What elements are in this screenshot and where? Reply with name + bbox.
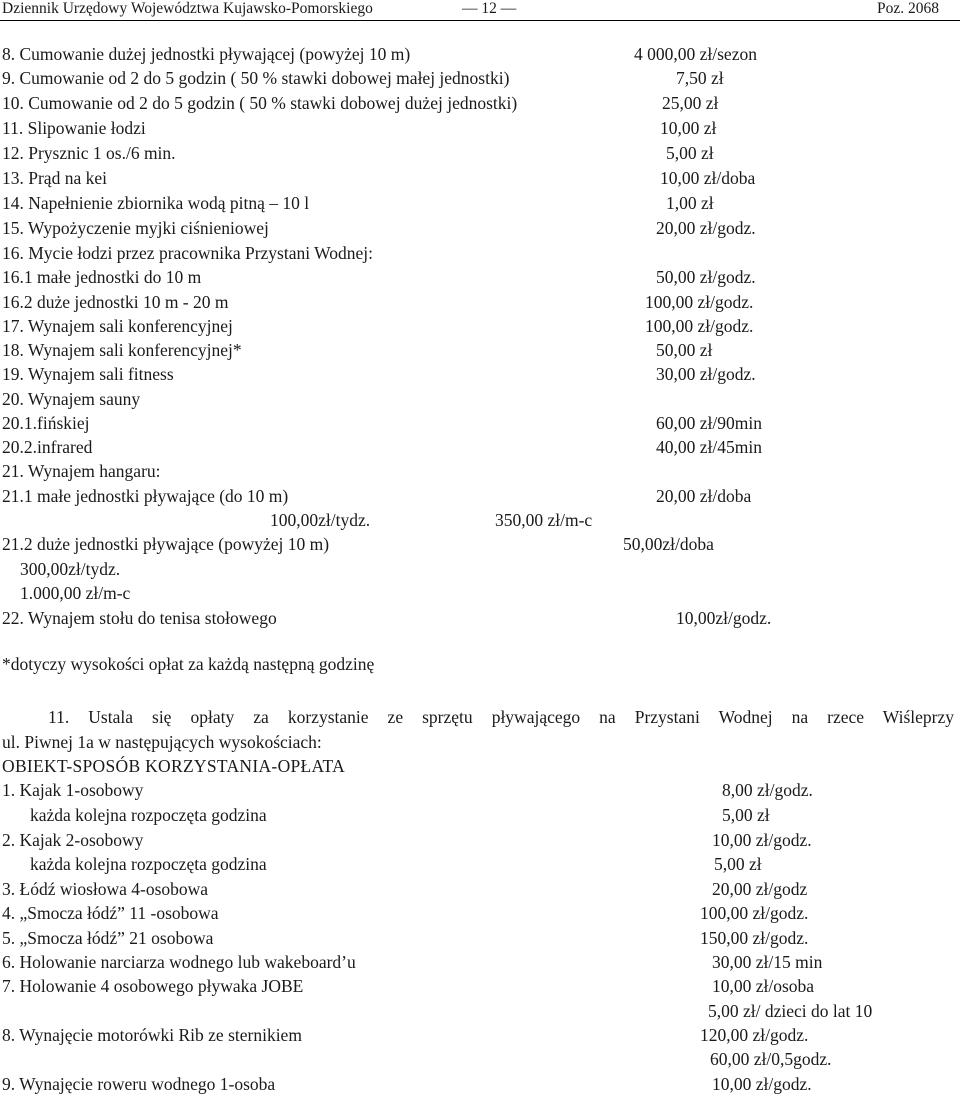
item-label: 20. Wynajem sauny	[2, 389, 141, 409]
list-item	[0, 265, 960, 289]
item-label: 4. „Smocza łódź” 11 -osobowa	[2, 903, 219, 923]
list-item	[0, 508, 960, 532]
item-label: 21.2 duże jednostki pływające (powyżej 10 m)	[2, 534, 330, 554]
list-item	[0, 91, 960, 115]
list-item	[0, 974, 960, 998]
item-label: 10. Cumowanie od 2 do 5 godzin ( 50 % stawki dobowej dużej jednostki)	[2, 93, 518, 113]
item-price: 10,00 zł/godz.	[712, 1074, 812, 1094]
list-item	[0, 241, 960, 265]
item-label: 6. Holowanie narciarza wodnego lub wakeboard’u	[2, 952, 356, 972]
list-item	[0, 216, 960, 240]
item-price: 25,00 zł	[662, 93, 719, 113]
hangar-month-price: 350,00 zł/m-c	[495, 510, 593, 530]
list-item	[0, 778, 960, 802]
list-item	[0, 1072, 960, 1096]
item-price: 5,00 zł	[666, 143, 714, 163]
item-label: 9. Wynajęcie roweru wodnego 1-osoba	[2, 1074, 276, 1094]
item-label: 3. Łódź wiosłowa 4-osobowa	[2, 879, 209, 899]
item-label: każda kolejna rozpoczęta godzina	[30, 854, 267, 874]
list-item	[0, 116, 960, 140]
item-label: 20.1.fińskiej	[2, 413, 90, 433]
list-item	[0, 362, 960, 386]
item-label: 11. Slipowanie łodzi	[2, 118, 146, 138]
item-price: 20,00 zł/doba	[656, 486, 752, 506]
heading-text: OBIEKT-SPOSÓB KORZYSTANIA-OPŁATA	[2, 756, 346, 776]
page-number: — 12 —	[462, 0, 517, 17]
item-label: 21.1 małe jednostki pływające (do 10 m)	[2, 486, 289, 506]
item-price: 1,00 zł	[666, 193, 714, 213]
list-item	[0, 66, 960, 90]
list-item	[0, 606, 960, 630]
paragraph-text: 11. Ustala się opłaty za korzystanie ze sprzętu pływającego na Przystani Wodnej na rzece Wiśleprzy	[48, 707, 954, 727]
item-price: 60,00 zł/0,5godz.	[710, 1049, 832, 1069]
item-price: 10,00zł/godz.	[676, 608, 772, 628]
list-item	[0, 1023, 960, 1047]
item-price: 10,00 zł/doba	[660, 168, 756, 188]
list-item	[0, 191, 960, 215]
list-item	[0, 459, 960, 483]
item-price: 150,00 zł/godz.	[700, 928, 809, 948]
list-item	[0, 828, 960, 852]
item-label: 8. Cumowanie dużej jednostki pływającej (powyżej 10 m)	[2, 44, 411, 64]
item-label: 22. Wynajem stołu do tenisa stołowego	[2, 608, 277, 628]
list-item	[0, 141, 960, 165]
list-item	[0, 1047, 960, 1071]
item-label: 7. Holowanie 4 osobowego pływaka JOBE	[2, 976, 304, 996]
section-heading	[0, 754, 960, 778]
list-item	[0, 411, 960, 435]
list-item	[0, 901, 960, 925]
section-paragraph-line	[0, 730, 960, 754]
item-price: 30,00 zł/godz.	[656, 364, 756, 384]
item-price: 40,00 zł/45min	[656, 437, 762, 457]
list-item	[0, 166, 960, 190]
item-price: 50,00zł/doba	[623, 534, 714, 554]
list-item	[0, 803, 960, 827]
item-price: 5,00 zł	[722, 805, 770, 825]
item-price: 30,00 zł/15 min	[712, 952, 823, 972]
item-price: 100,00 zł/godz.	[645, 292, 754, 312]
item-label: 2. Kajak 2-osobowy	[2, 830, 144, 850]
list-item	[0, 435, 960, 459]
list-item	[0, 999, 960, 1023]
item-price: 100,00 zł/godz.	[645, 316, 754, 336]
item-label: każda kolejna rozpoczęta godzina	[30, 805, 267, 825]
list-item	[0, 338, 960, 362]
item-label: 19. Wynajem sali fitness	[2, 364, 174, 384]
item-price: 10,00 zł/godz.	[712, 830, 812, 850]
item-label: 9. Cumowanie od 2 do 5 godzin ( 50 % stawki dobowej małej jednostki)	[2, 68, 510, 88]
item-price: 20,00 zł/godz.	[656, 218, 756, 238]
list-item	[0, 290, 960, 314]
item-price: 20,00 zł/godz	[712, 879, 808, 899]
item-label: 16.1 małe jednostki do 10 m	[2, 267, 202, 287]
item-label: 14. Napełnienie zbiornika wodą pitną – 10 l	[2, 193, 310, 213]
item-label: 21. Wynajem hangaru:	[2, 461, 161, 481]
list-item	[0, 877, 960, 901]
list-item	[0, 852, 960, 876]
item-label: 17. Wynajem sali konferencyjnej	[2, 316, 233, 336]
hangar-week-price: 100,00zł/tydz.	[270, 510, 371, 530]
item-price: 120,00 zł/godz.	[700, 1025, 809, 1045]
item-label: 18. Wynajem sali konferencyjnej*	[2, 340, 242, 360]
list-item	[0, 387, 960, 411]
list-item	[0, 581, 960, 605]
list-item	[0, 926, 960, 950]
item-label: 12. Prysznic 1 os./6 min.	[2, 143, 176, 163]
position-number: Poz. 2068	[877, 0, 939, 17]
list-item	[0, 42, 960, 66]
page-header	[0, 0, 960, 22]
journal-title: Dziennik Urzędowy Województwa Kujawsko-Pomorskiego	[2, 0, 373, 17]
section-paragraph-line	[2, 705, 954, 729]
header-rule	[0, 20, 960, 21]
item-price: 8,00 zł/godz.	[722, 780, 813, 800]
item-label: 8. Wynajęcie motorówki Rib ze sternikiem	[2, 1025, 302, 1045]
item-label: 13. Prąd na kei	[2, 168, 107, 188]
hangar-large-week: 300,00zł/tydz.	[20, 559, 121, 579]
footnote	[0, 652, 960, 676]
item-price: 60,00 zł/90min	[656, 413, 762, 433]
item-price: 5,00 zł/ dzieci do lat 10	[708, 1001, 873, 1021]
item-price: 10,00 zł/osoba	[712, 976, 815, 996]
list-item	[0, 532, 960, 556]
item-price: 10,00 zł	[660, 118, 717, 138]
item-price: 50,00 zł	[656, 340, 713, 360]
item-label: 16. Mycie łodzi przez pracownika Przystani Wodnej:	[2, 243, 374, 263]
list-item	[0, 484, 960, 508]
paragraph-text: ul. Piwnej 1a w następujących wysokościach:	[2, 732, 322, 752]
item-price: 100,00 zł/godz.	[700, 903, 809, 923]
item-price: 5,00 zł	[714, 854, 762, 874]
item-price: 7,50 zł	[676, 68, 724, 88]
item-label: 16.2 duże jednostki 10 m - 20 m	[2, 292, 229, 312]
item-label: 1. Kajak 1-osobowy	[2, 780, 144, 800]
item-label: 20.2.infrared	[2, 437, 93, 457]
footnote-text: *dotyczy wysokości opłat za każdą następną godzinę	[2, 654, 375, 674]
item-label: 15. Wypożyczenie myjki ciśnieniowej	[2, 218, 269, 238]
list-item	[0, 950, 960, 974]
item-price: 50,00 zł/godz.	[656, 267, 756, 287]
hangar-large-month: 1.000,00 zł/m-c	[20, 583, 131, 603]
list-item	[0, 314, 960, 338]
list-item	[0, 557, 960, 581]
item-price: 4 000,00 zł/sezon	[634, 44, 757, 64]
item-label: 5. „Smocza łódź” 21 osobowa	[2, 928, 214, 948]
